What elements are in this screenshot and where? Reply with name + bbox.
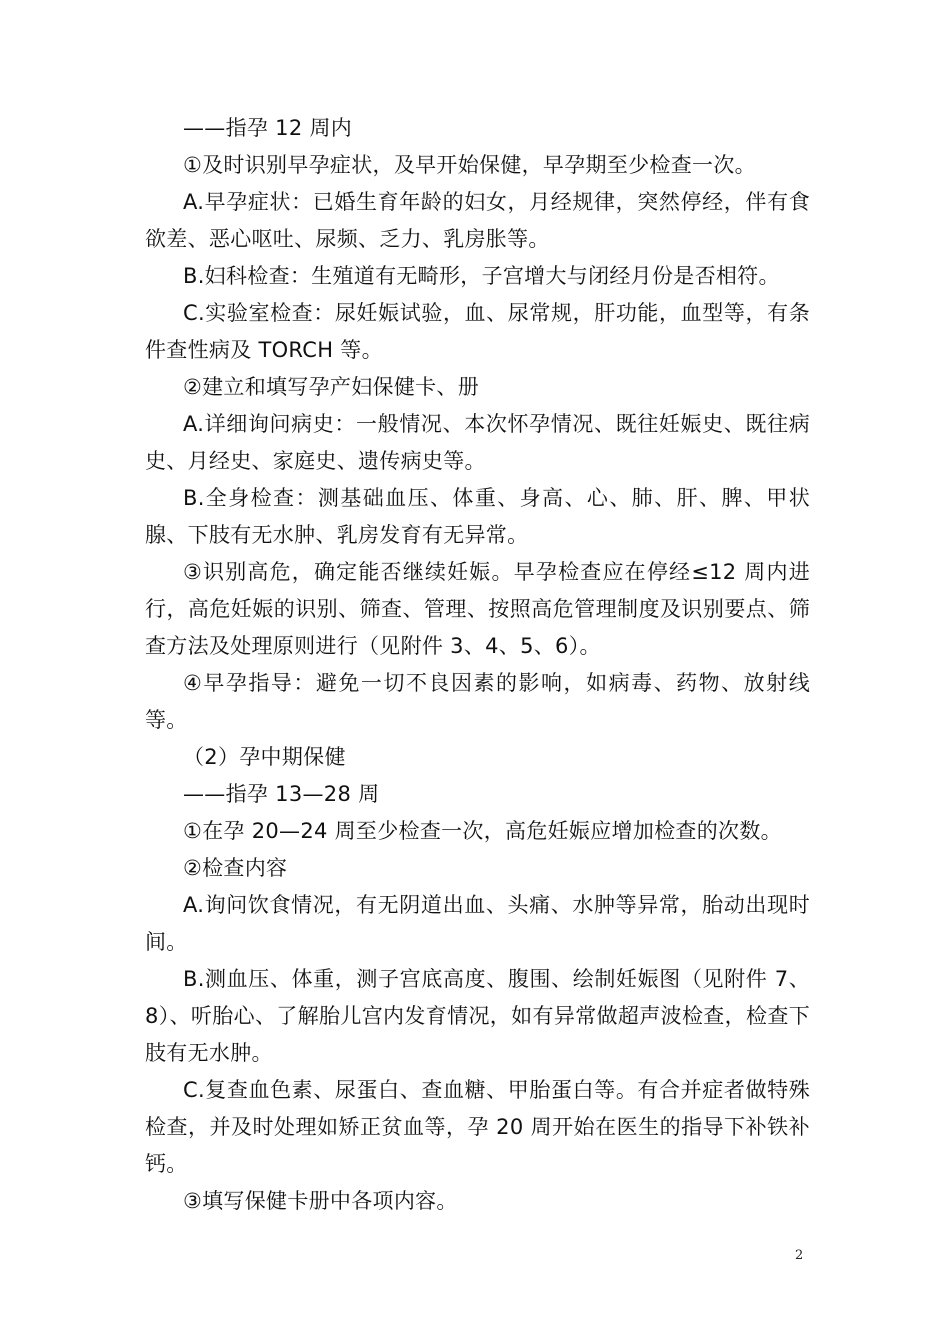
paragraph: ③填写保健卡册中各项内容。	[183, 1189, 458, 1213]
paragraph: A.详细询问病史：一般情况、本次怀孕情况、既往妊娠史、既往病史、月经史、家庭史、遗传病史等。	[145, 412, 810, 473]
paragraph: ①及时识别早孕症状，及早开始保健，早孕期至少检查一次。	[183, 153, 756, 177]
paragraph: ②检查内容	[183, 856, 288, 880]
paragraph: B.全身检查：测基础血压、体重、身高、心、肺、肝、脾、甲状腺、下肢有无水肿、乳房发育有无异常。	[145, 486, 810, 547]
paragraph: C.实验室检查：尿妊娠试验，血、尿常规，肝功能，血型等，有条件查性病及 TORCH 等。	[145, 301, 810, 362]
paragraph: A.早孕症状：已婚生育年龄的妇女，月经规律，突然停经，伴有食欲差、恶心呕吐、尿频、乏力、乳房胀等。	[145, 190, 810, 251]
section-heading: （2）孕中期保健	[183, 745, 346, 769]
body-text	[145, 110, 810, 1220]
page-number: 2	[795, 1248, 804, 1263]
paragraph: ——指孕 13—28 周	[183, 782, 380, 806]
paragraph: ①在孕 20—24 周至少检查一次，高危妊娠应增加检查的次数。	[183, 819, 782, 843]
paragraph: A.询问饮食情况，有无阴道出血、头痛、水肿等异常，胎动出现时间。	[145, 893, 810, 954]
paragraph: ④早孕指导：避免一切不良因素的影响，如病毒、药物、放射线等。	[145, 671, 810, 732]
paragraph: C.复查血色素、尿蛋白、查血糖、甲胎蛋白等。有合并症者做特殊检查，并及时处理如矫正贫血等，孕 20 周开始在医生的指导下补铁补钙。	[145, 1078, 810, 1176]
paragraph: B.测血压、体重，测子宫底高度、腹围、绘制妊娠图（见附件 7、8）、听胎心、了解胎儿宫内发育情况，如有异常做超声波检查，检查下肢有无水肿。	[145, 967, 810, 1065]
paragraph: ②建立和填写孕产妇保健卡、册	[183, 375, 480, 399]
paragraph: ——指孕 12 周内	[183, 116, 353, 140]
paragraph: B.妇科检查：生殖道有无畸形，子宫增大与闭经月份是否相符。	[183, 264, 780, 288]
paragraph: ③识别高危，确定能否继续妊娠。早孕检查应在停经≤12 周内进行，高危妊娠的识别、筛查、管理、按照高危管理制度及识别要点、筛查方法及处理原则进行（见附件 3、4、5、6）。	[145, 560, 810, 658]
